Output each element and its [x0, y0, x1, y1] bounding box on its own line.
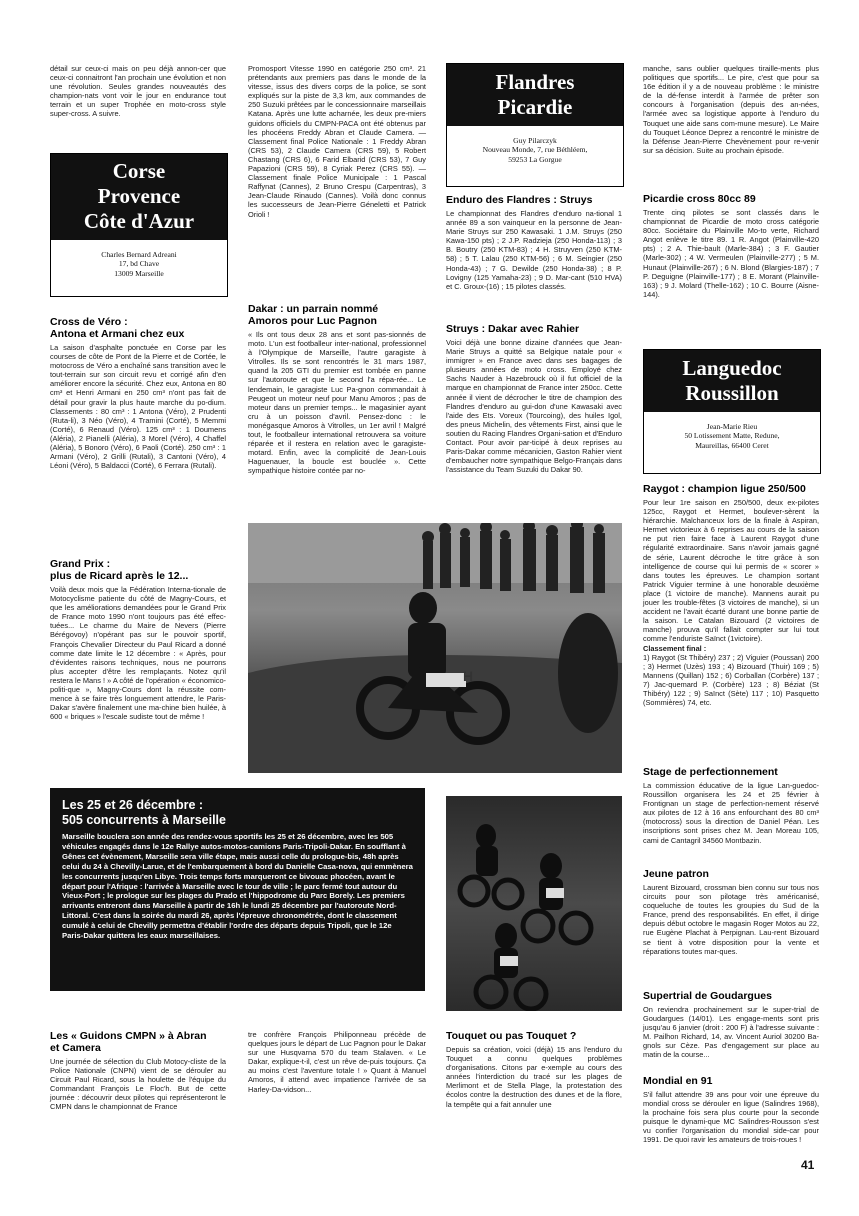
title-line: Dakar : un parrain nommé: [248, 303, 379, 315]
enduro-riders-photo: [446, 796, 622, 1011]
article-grand-prix: [50, 558, 226, 721]
address-line: 50 Lotissement Matte, Redune,: [684, 431, 780, 441]
address-line: Charles Bernard Adreani: [101, 250, 177, 259]
article-title: Jeune patron: [643, 868, 709, 880]
article-title: Raygot : champion ligue 250/500: [643, 483, 806, 495]
article-dakar-parrain: [248, 303, 426, 476]
region-title-line: Corse: [112, 159, 166, 183]
address-line: 17, bd Chave: [118, 259, 160, 269]
page-number: 41: [801, 1158, 815, 1172]
article-touquet: [446, 1030, 622, 1109]
police-promosport-text: Promosport Vitesse 1990 en catégorie 250 cm³. 21 prétendants aux premiers pas dans le monde de la vitesse, issus des divers corps de la police, se sont expliqués sur la piste de 3,3 km, aux commandes de 250 Suzuki prêtées par le concessionnaire marseillais Katana. Après une lutte acharnée, les deux pre-miers guidons officiels du CMPN-PACA ont été obtenus par les phocéens Freddy Abran et Claude Camera. — Classement final Police Nationale : 1 Freddy Abran (CRS 53), 2 Claude Camera (CRS 59), 5 Robert Chastang (CRS 6), 6 Farid Elbarid (CRS 53), 7 Guy Papazioni (CRS 59), 8 Cyriak Perez (CRS 55). — Classement finale Police Municipale : 1 Pascal Raffynat (Cannes), 2 Bruno Crespu (Carpentras), 3 Jean-Claude Rinaudo (Cannes). Voilà donc connus les successeurs de Jean-Pierre Géneletti et Patrick Orioli !: [248, 64, 426, 219]
dakar-parrain-continued: [248, 1030, 426, 1094]
title-line: Grand Prix :: [50, 558, 111, 570]
title-line: Amoros pour Luc Pagnon: [248, 315, 377, 327]
classement-text: 1) Raygot (St Thibéry) 237 ; 2) Viguier (Poussan) 200 ; 3) Hermet (Uzès) 193 ; 4) Bizouard (Thuir) 169 ; 5) Mannens (Quillan) 152 ; 6) Corballan (Corbère) 137 ; 7) Jac-quemard P. (Corbère) 123 ; 8) Béziat (St Thibéry) 122 ; 9) Saïnct (Sète) 117 ; 10) Pasquetto (Sommières) 74, etc.: [643, 652, 819, 708]
article-body: S'il fallut attendre 39 ans pour voir une épreuve du mondial cross se dérouler en ligue (Salindres 1968), la prochaine fois sera plus courte pour la seconde puisque le dynami-que MC Salindres-Rousson s'est vu confier l'organisation du mondial side-car pour 1991. De quoi ravir les amateurs de trois-roues !: [643, 1090, 819, 1145]
article-body: Voici déjà une bonne dizaine d'années que Jean-Marie Struys a quitté sa Belgique natale pour « immigrer » en France avec dans ses bagages de plusieurs années de moto cross. Employé chez Sachs Nauder à Hazebrouck où il fut officiel de la marque en championnat de France inter 250cc. Cette année il vient de décrocher le titre de champion des Flandres d'enduro au gui-don d'une Kawasaki avec l'aide des Ets. Voreux (Tourcoing), des huiles Igol, des pneus Michelin, des vêtements First, ainsi que le soutien du Racing Flandres Organi-sation et d'Enduro Contact. Pour avoir par-ticipé à deux reprises au Paris-Dakar comme mécanicien, Gaston Rahier vient d'embaucher notre sympathique Belgo-Français dans l'assistance du Team Suzuki du Dakar 90.: [446, 338, 623, 475]
article-supertrial: [643, 990, 819, 1060]
region-title: [51, 154, 227, 240]
region-title-line: Côte d'Azur: [83, 209, 195, 233]
article-body: « Ils ont tous deux 28 ans et sont pas-sionnés de moto. L'un est footballeur inter-national, professionnel à l'Olympique de Marseille, l'autre garagiste à Vitrolles. Ils se sont rencontrés le 31 mars 1987, quand la 205 GTI du premier est tombée en panne sur l'autoroute et que le second l'a répa-rée... Le lendemain, le garagiste Luc Pa-gnon commandait à Peugeot un moteur neuf pour Manu Amoros ; pas de moteur dans un premier temps... le magasinier ayant cru à un poisson d'avril. Pensez-donc : le monégasque Amoros à Vitrolles, un 1er avril ! Malgré tout, le footballeur international retrouvera sa voiture réparée et il restera en relation avec le garagiste-motard. Enfin, avec la complicité de Jean-Louis Haguenauer, la boucle est bouclée ». Cette sympathique histoire contée par no-: [248, 330, 426, 476]
intro-text: détail sur ceux-ci mais on peu déjà annon-cer que ceux-ci connaitront l'an prochain une évolution et non une révolution. Seules grandes nouveautés des champion-nats vont voir le jour en endurance tout terrain et un super Trophée en moto-cross style super-cross. A suivre.: [50, 64, 226, 119]
article-title: [248, 303, 426, 327]
article-body: Laurent Bizouard, crossman bien connu sur tous nos circuits pour son pilotage très américanisé, coqueluche de toutes les groupies du Sud de la France, prend des responsabilités. En effet, il dirige depuis début octobre le magasin Roger Motos au 22, rue Eugène Plachat à Perpignan. Lau-rent Bizouard se tient à votre disposition pour la vente et réparations toutes mar-ques.: [643, 883, 819, 956]
column-2: [248, 64, 426, 219]
article-jeune-patron: [643, 868, 819, 956]
region-address: [447, 126, 623, 172]
article-body: tre confrère François Philiponneau précède de quelques jours le départ de Luc Pagnon pour le Dakar sur une Husqvarna 570 du team Stalaven. « Le Dakar, explique-t-il, c'est un rêve de-puis toujours. Ça au moins c'est l'aventure totale ! » Quant à Manuel Amoros, il attend avec impatience l'arrivée de sa Harley-Da-vidson...: [248, 1030, 426, 1094]
address-line: Jean-Marie Rieu: [706, 422, 758, 431]
region-address: [51, 240, 227, 286]
article-body: Depuis sa création, voici (déjà) 15 ans l'enduro du Touquet a connu quelques problèmes d'organisations. Citons par e-xemple au cours des années l'interdiction du tracé sur les plages de Merlimont et de Stella Plage, la protestation des écolos contre la destruction des dunes et de la flore, la tempête qui a fait annuler une: [446, 1045, 622, 1109]
title-line: Antona et Armani chez eux: [50, 328, 185, 340]
title-line: 505 concurrents à Marseille: [62, 813, 226, 827]
article-title: Struys : Dakar avec Rahier: [446, 323, 580, 335]
article-picardie-cross: [643, 193, 819, 299]
title-line: Les 25 et 26 décembre :: [62, 798, 204, 812]
article-body: Pour leur 1re saison en 250/500, deux ex-pilotes 125cc, Raygot et Hermet, boulever-sèrent la hiérarchie. Malchanceux lors de la finale à Aspiran, Hermet victorieux à 6 reprises au cours de la saison ne put rien faire face à Laurent Raygot d'une régularité extraordinaire. Sans n'avoir jamais gagné de série, Laurent décroche le titre grâce à son intelligence de course qui lui permis de « scorer » dans toutes les épreuves. Le champion sortant Patrick Viguier termine à une honorable deuxième place (1 victoire de manche). Mannens aurait pu jouer les trouble-fêtes (3 victoires de manche), si un accident ne l'avait écarté durant une bonne partie de la saison. Le Catalan Bizouard (2 victoires de manche) prouva qu'il fallait compter sur lui tout comme l'enduriste Saïnct (1victoire).: [643, 498, 819, 644]
feature-box-marseille: [50, 788, 425, 991]
article-mondial-91: [643, 1075, 819, 1145]
article-body: On reviendra prochainement sur le super-trial de Goudargues (14/01). Les engage-ments sont pris jusqu'au 6 janvier (droit : 200 F) à l'adresse suivante : M. Pailhon Richard, 14, av. Vincent Auriol 30200 Ba-gnols sur Cèze. Pas d'engagement sur place au matin de la course...: [643, 1005, 819, 1060]
article-title: [50, 316, 226, 340]
article-title: Supertrial de Goudargues: [643, 990, 772, 1002]
address-line: 59253 La Gorgue: [508, 154, 562, 164]
article-body: Trente cinq pilotes se sont classés dans le championnat de Picardie de moto cross catégorie 80cc. Sociétaire du Plainville Mo-to verte, Richard Angot enlève le titre 89. 1 R. Angot (Plainville-420 pts) ; 2 A. Thie-bault (Marle-384) ; 3 F. Gautier (Marle-302) ; 4 W. Vermeulen (Plainville-277) ; 5 M. Hunaut (Plainville-267) ; 6 N. Blond (Blargies-187) ; 7 P. Deguigne (Plainville-177) ; 8 E. Morant (Plainville-163) ; 9 J. Molard (Thelle-162) ; 10 C. Bourre (Aisne-144).: [643, 208, 819, 299]
address-line: Nouveau Monde, 7, rue Béthléem,: [482, 145, 588, 155]
classement-label: Classement final :: [643, 643, 707, 653]
title-line: plus de Ricard après le 12...: [50, 570, 189, 582]
article-title: [50, 558, 226, 582]
title-line: Cross de Véro :: [50, 316, 128, 328]
region-title-line: Provence: [97, 184, 181, 208]
region-address: [644, 412, 820, 458]
region-title: [644, 350, 820, 412]
touquet-continued-text: manche, sans oublier quelques tiraille-ments plus politiques que sportifs... Le pire, c'est que pour sa 16e édition il y a de nouveau problème : le ministre de la dé-fense interdit à l'armée de prêter son concours à l'organisation (depuis des an-nées, l'armée avec sa logistique apporte à l'enduro du Touquet une aide sans com-mune mesure). Le Maire du Touquet Léonce Deprez a rencontré le ministre de la Défense Jean-Pierre Chevènement pour re-venir sur sa décision. Suite au prochain épisode.: [643, 64, 819, 155]
region-title-line: Languedoc: [682, 356, 782, 380]
region-title-line: Flandres: [495, 70, 575, 94]
svg-text:H: H: [463, 668, 474, 684]
region-box-flandres: [446, 63, 624, 187]
region-title-line: Picardie: [497, 95, 573, 119]
article-raygot-champion: [643, 483, 819, 707]
feature-title: [62, 798, 417, 828]
column-1: [50, 64, 226, 119]
address-line: Maureillas, 66400 Ceret: [695, 440, 769, 450]
address-line: Guy Pilarczyk: [513, 136, 557, 145]
article-guidons-cmpn: [50, 1030, 226, 1112]
title-line: Les « Guidons CMPN » à Abran: [50, 1030, 207, 1042]
article-body: La saison d'asphalte ponctuée en Corse par les courses de côte de Pont de la Pierre et de Cortée, le motocross de Véro a enchaîné sans transition avec le tout-terrain sur son circuit revu et corrigé afin d'en améliorer encore la sécurité. Chez eux, Antona en 80 cm³ et Henri Armani en 250 cm³ n'ont pas fait de détail pour gravir la plus haute marche du po-dium. Classements : 80 cm³ : 1 Antona (Véro), 2 Prudenti (Ruta-li), 3 Néo (Véro), 4 Tramini (Corté), 5 Memmi (Corté), 6 Renaud (Véro). 125 cm³ : 1 Doumens (Aléria), 2 Pianelli (Aléria), 3 Morel (Véro), 4 Chaffel (Aléria), 5 Bonoro (Véro), 6 Paoli (Corté). 250 cm³ : 1 Armani (Véro), 2 Grilli (Rutali), 3 Cantoni (Véro), 4 Léoni (Véro), 5 Baldacci (Corté), 6 Ferrara (Rutali).: [50, 343, 226, 471]
title-line: et Camera: [50, 1042, 101, 1054]
enduro-riders-illustration: [446, 796, 622, 1011]
article-struys-dakar: [446, 323, 622, 474]
address-line: 13009 Marseille: [114, 268, 164, 278]
article-title: Mondial en 91: [643, 1075, 713, 1087]
column-4: [643, 64, 819, 155]
region-box-languedoc: [643, 349, 821, 474]
region-title-line: Roussillon: [685, 381, 779, 405]
article-body: La commission éducative de la ligue Lan-guedoc-Roussillon organisera les 24 et 25 février à Frontignan un stage de perfection-nement réservé aux pilotes de 12 à 16 ans enfourchant des 80 cm³ (motocross) sous la direction de Daniel Péan. Les inscriptions sont prises chez M. Jean Moreau 105, cami de Cantagril 34560 Montbazin.: [643, 781, 819, 845]
article-title: Touquet ou pas Touquet ?: [446, 1030, 577, 1042]
article-body: Voilà deux mois que la Fédération Interna-tionale de Motocyclisme patiente du côté de Magny-Cours, et que les améliorations demandées pour le Grand Prix de France moto 1990 n'ont toujours pas été effec-tuées... Le charme du Maire de Nevers (Pierre Bérégovoy) n'opérant pas sur le pouvoir sportif, François Chevalier Directeur du Paul Ricard a donné comme date limite le 12 décembre : « Après, pour d'évidentes raisons techniques, nous ne pourrons plus accepter d'être les remplaçants. Notez qu'il restera le Mans ! » A côté de l'opération « économico-politi-que », Magny-Cours dont la réussite com-mence à se faire très longuement attendre, le Paris-Dakar s'avère finalement une ma-chine bien huilée, à 600 « briques » l'escale sudiste tout de même !: [50, 585, 227, 722]
article-title: [50, 1030, 226, 1054]
feature-body: Marseille bouclera son année des rendez-vous sportifs les 25 et 26 décembre, avec les 505 véhicules engagés dans le 12e Rallye autos-motos-camions Paris-Tripoli-Dakar. En soufflant à Gênes cet évènement, Marseille sera ville étape, mais aussi celle du prologue-bis, 48h après celui du 24 à Chevilly-Larue, et de l'embarquement à bord du Danielle Casa-nova, qui emmènera les concurrents jusqu'en Libye. Trois temps forts marqueront ce bivouac phocéen, avant le départ pour l'Afrique : l'arrivée à Marseille avec le tour de ville ; le parc fermé tout autour du Vieux-Port ; le prologue sur les plages du Prado et l'hippodrome du Parc Borely. Les premiers arrivants entreront dans Marseille à partir de 16h le lundi 25 décembre par l'autoroute Nord-Littoral. C'est dans la soirée du mardi 26, après l'épreuve chronométrée, dont le classement cumulé à celui de Chevilly permettra d'établir l'ordre des départs depuis Tripoli, que le 12e Paris-Dakar quittera les eaux marseillaises.: [62, 832, 413, 941]
article-body: Le championnat des Flandres d'enduro na-tional 1 année 89 a son vainqueur en la personne de Jean-Marie Struys sur 250 Kawasaki. 1 J.M. Struys (250 Kawa-150 pts) ; 2 J.P. Radzieja (250 Honda-113) ; 3 B. Boutry (250 KTM-83) ; 4 H. Struyven (250 KTM-58) ; 5 T. Lalau (250 KTM-56) ; 6 M. Seingier (250 Honda-43) ; 7 G. Dewilde (250 Honda-38) ; 8 P. Lovigny (125 Yamaha-23) ; 9 D. Mar-cant (510 HVA) et C. Groux-(16) ; 15 pilotes classés.: [446, 209, 622, 291]
article-enduro-flandres: [446, 194, 622, 291]
article-title: Picardie cross 80cc 89: [643, 193, 756, 205]
article-title: Enduro des Flandres : Struys: [446, 194, 593, 206]
article-title: Stage de perfectionnement: [643, 766, 778, 778]
region-box-corse: [50, 153, 228, 297]
motocross-rider-photo: [248, 523, 622, 773]
region-title: [447, 64, 623, 126]
article-cross-de-vero: [50, 316, 226, 470]
article-stage-perfectionnement: [643, 766, 819, 845]
article-body: Une journée de sélection du Club Motocy-cliste de la Police Nationale (CNPN) vient de se dérouler au Circuit Paul Ricard, sous la houlette de l'équipe du Commandant François Le Floc'h. But de cette journée : découvrir deux pilotes qui représenteront le CMPN dans le championnat de France: [50, 1057, 226, 1112]
motocross-rider-illustration: [248, 523, 622, 773]
